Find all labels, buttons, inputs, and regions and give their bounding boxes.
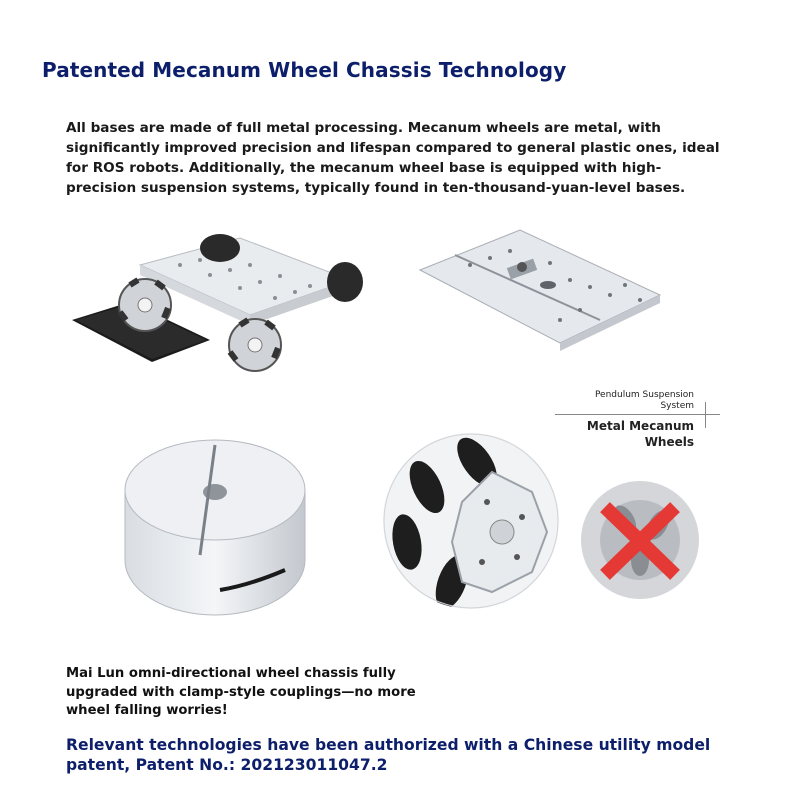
pendulum-suspension-label: Pendulum Suspension System xyxy=(594,390,694,411)
clamp-coupling-photo xyxy=(120,430,310,620)
patent-statement: Relevant technologies have been authorized with a Chinese utility model patent, Patent No.: 202123011047.2 xyxy=(66,736,711,774)
metal-mecanum-wheel-photo xyxy=(382,432,560,610)
plastic-wheel-crossed-photo xyxy=(580,480,700,600)
page-title: Patented Mecanum Wheel Chassis Technology xyxy=(42,58,567,82)
label-divider-horizontal xyxy=(555,414,720,415)
metal-mecanum-wheels-label: Metal Mecanum Wheels xyxy=(586,419,694,449)
coupling-upgrade-text: Mai Lun omni-directional wheel chassis fully upgraded with clamp-style couplings—no more wheel falling worries! xyxy=(66,666,416,718)
intro-paragraph: All bases are made of full metal processing. Mecanum wheels are metal, with significantly improved precision and lifespan compared to general plastic ones, ideal for ROS robots. Additionally, the mecanum wheel base is equipped with high-precision suspension systems, typically found in ten-thousand-yuan-level bases. xyxy=(66,120,720,196)
label-divider-vertical xyxy=(705,402,706,428)
suspension-plate-photo xyxy=(410,225,670,355)
chassis-photo xyxy=(60,220,380,390)
